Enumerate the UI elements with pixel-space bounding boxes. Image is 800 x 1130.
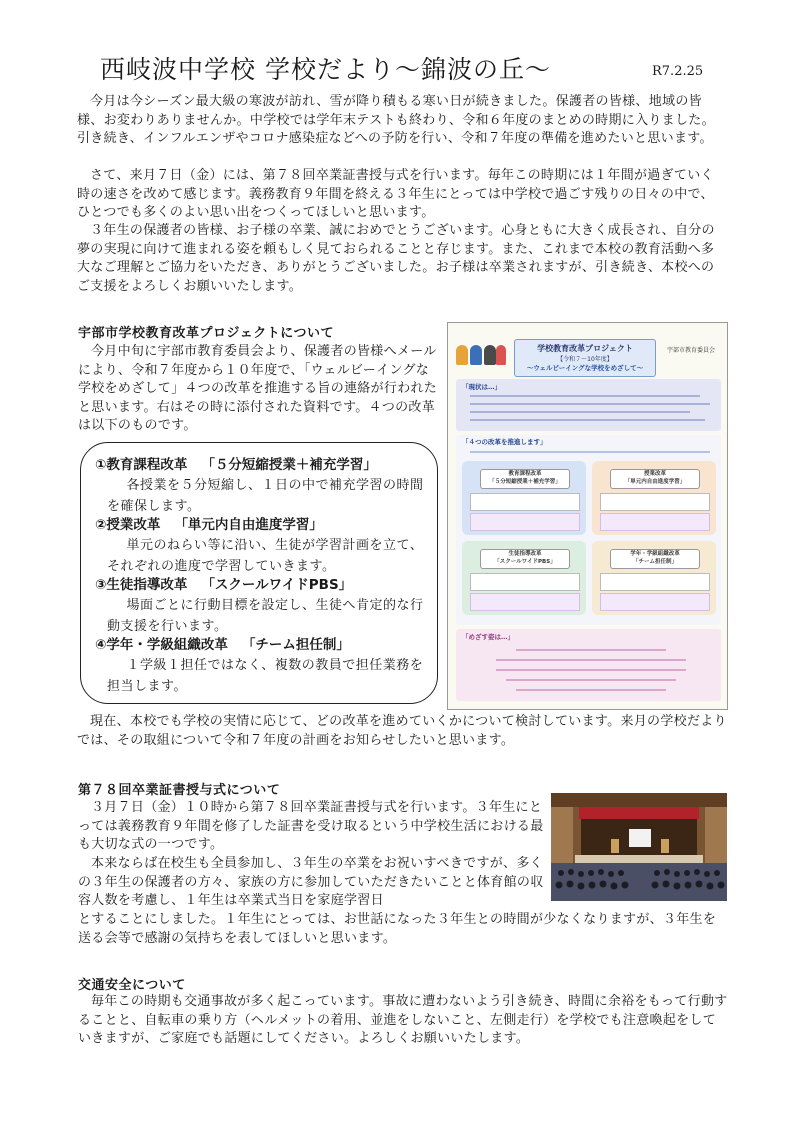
reform-list-box <box>80 442 438 704</box>
reform-item-title: ④学年・学級組織改革 <box>95 637 228 653</box>
children-illustration <box>456 341 508 367</box>
reform-item-title: ③生徒指導改革 <box>95 577 188 593</box>
reform-closing: 現在、本校でも学校の実情に応じて、どの改革を進めていくかについて検討しています。来月の学校だよりでは、その取組について令和７年度の計画をお知らせしたいと思います。 <box>77 714 727 748</box>
reform-item-1 <box>95 455 429 517</box>
reform-item-body: 各授業を５分短縮し、１日の中で補充学習の時間を確保します。 <box>107 478 424 514</box>
intro-paragraph-3: ３年生の保護者の皆様、お子様の卒業、誠におめでとうございます。心身ともに大きく成長され、自分の夢の実現に向けて進まれる姿を頼もしく見ておられることと存じます。また、これまで本校の教育活動へ多大なご理解とご協力をいただき、ありがとうございました。お子様は卒業されますが、引き続き、本校へのご支援をよろしくお願いいたします。 <box>77 223 715 294</box>
poster-card-title: 授業改革 <box>643 471 666 477</box>
ceremony-paragraph-2b: とすることにしました。１年生にとっては、お世話になった３年生との時間が少なくなりますが、３年生を送る会等で感謝の気持ちを表してほしいと思います。 <box>78 912 717 946</box>
ceremony-paragraph-1: ３月７日（金）１０時から第７８回卒業証書授与式を行います。３年生にとっては義務教育９年間を修了した証書を受け取るという中学校生活における最も大切な式の一つです。 <box>78 800 544 853</box>
intro-paragraph-2: さて、来月７日（金）には、第７８回卒業証書授与式を行います。毎年この時期には１年間が過ぎていく時の速さを改めて感じます。義務教育９年間を終える３年生にとっては中学校で過ごす残りの日々の中で、ひとつでも多くのよい思い出をつくってほしいと思います。 <box>77 168 714 221</box>
reform-item-body: １学級１担任ではなく、複数の教員で担任業務を担当します。 <box>107 658 424 694</box>
reform-item-2 <box>95 515 429 577</box>
issue-date: R7.2.25 <box>652 64 704 79</box>
poster-card-title: 教育課程改革 <box>508 471 542 477</box>
traffic-heading: 交通安全について <box>78 978 186 993</box>
poster-title: 学校教育改革プロジェクト <box>537 344 633 353</box>
poster-card-tag: 「単元内自由進度学習」 <box>624 479 686 485</box>
poster-current-band <box>456 379 721 431</box>
poster-period: 【令和７〜10年度】 <box>557 356 613 363</box>
reform-heading: 宇部市学校教育改革プロジェクトについて <box>78 326 334 341</box>
reform-item-title: ①教育課程改革 <box>95 457 188 473</box>
poster-card-tag: 「５分短縮授業＋補充学習」 <box>489 479 561 485</box>
ceremony-paragraph-2a: 本来ならば在校生も全員参加し、３年生の卒業をお祝いすべきですが、多くの３年生の保護者の方々、家族の方に参加していただきたいことと体育館の収容人数を考慮し、１年生は卒業式当日を家庭学習日 <box>78 856 544 909</box>
reform-item-tag: 「単元内自由進度学習」 <box>174 517 323 533</box>
poster-card-4 <box>592 541 716 615</box>
reform-item-4 <box>95 635 429 697</box>
page-title: 西岐波中学校 学校だより〜錦波の丘〜 <box>100 55 551 84</box>
reform-item-3 <box>95 575 429 637</box>
reform-item-body: 場面ごとに行動目標を設定し、生徒へ肯定的な行動支援を行います。 <box>107 598 424 634</box>
reform-intro: 今月中旬に宇部市教育委員会より、保護者の皆様へメールにより、令和７年度から１０年度で、「ウェルビーイングな学校をめざして」４つの改革を推進する旨の連絡が行われたと思います。右はその時に添付された資料です。４つの改革は以下のものです。 <box>78 344 438 434</box>
ceremony-heading: 第７８回卒業証書授与式について <box>78 783 281 798</box>
traffic-paragraph: 毎年この時期も交通事故が多く起こっています。事故に遭わないよう引き続き、時間に余裕をもって行動することと、自転車の乗り方（ヘルメットの着用、並進をしないこと、左側走行）を学校でも注意喚起をしていきますが、ご家庭でも話題にしてください。よろしくお願いいたします。 <box>78 994 728 1047</box>
header <box>100 50 740 90</box>
reform-item-tag: 「スクールワイドPBS」 <box>201 577 353 593</box>
reform-poster-image <box>447 322 728 710</box>
poster-card-1 <box>462 461 586 535</box>
poster-goal-band <box>456 629 721 701</box>
intro-paragraph-1: 今月は今シーズン最大級の寒波が訪れ、雪が降り積もる寒い日が続きました。保護者の皆様、地域の皆様、お変わりありませんか。中学校では学年末テストも終わり、令和６年度のまとめの時期に入りました。引き続き、インフルエンザやコロナ感染症などへの予防を行い、令和７年度の準備を進めたいと思います。 <box>77 94 715 147</box>
reform-item-title: ②授業改革 <box>95 517 161 533</box>
poster-band-label: 「４つの改革を推進します」 <box>462 438 547 446</box>
reform-item-tag: 「５分短縮授業＋補充学習」 <box>201 457 377 473</box>
reform-item-body: 単元のねらい等に沿い、生徒が学習計画を立て、それぞれの進度で学習していきます。 <box>107 538 424 574</box>
poster-slogan: 〜ウェルビーイングな学校をめざして〜 <box>526 364 644 372</box>
reform-item-tag: 「チーム担任制」 <box>241 637 350 653</box>
poster-card-tag: 「チーム担任制」 <box>632 559 677 565</box>
poster-org: 宇部市教育委員会 <box>666 347 715 354</box>
poster-reform-band <box>456 435 721 625</box>
poster-card-3 <box>462 541 586 615</box>
poster-band-label: 「めざす姿は…」 <box>462 633 514 641</box>
ceremony-photo <box>551 793 727 901</box>
poster-card-tag: 「スクールワイドPBS」 <box>494 559 556 565</box>
poster-card-2 <box>592 461 716 535</box>
poster-title-box <box>514 339 656 377</box>
poster-card-title: 学年・学級組織改革 <box>630 551 680 557</box>
poster-band-label: 「現状は…」 <box>462 383 501 391</box>
poster-card-title: 生徒指導改革 <box>508 551 542 557</box>
